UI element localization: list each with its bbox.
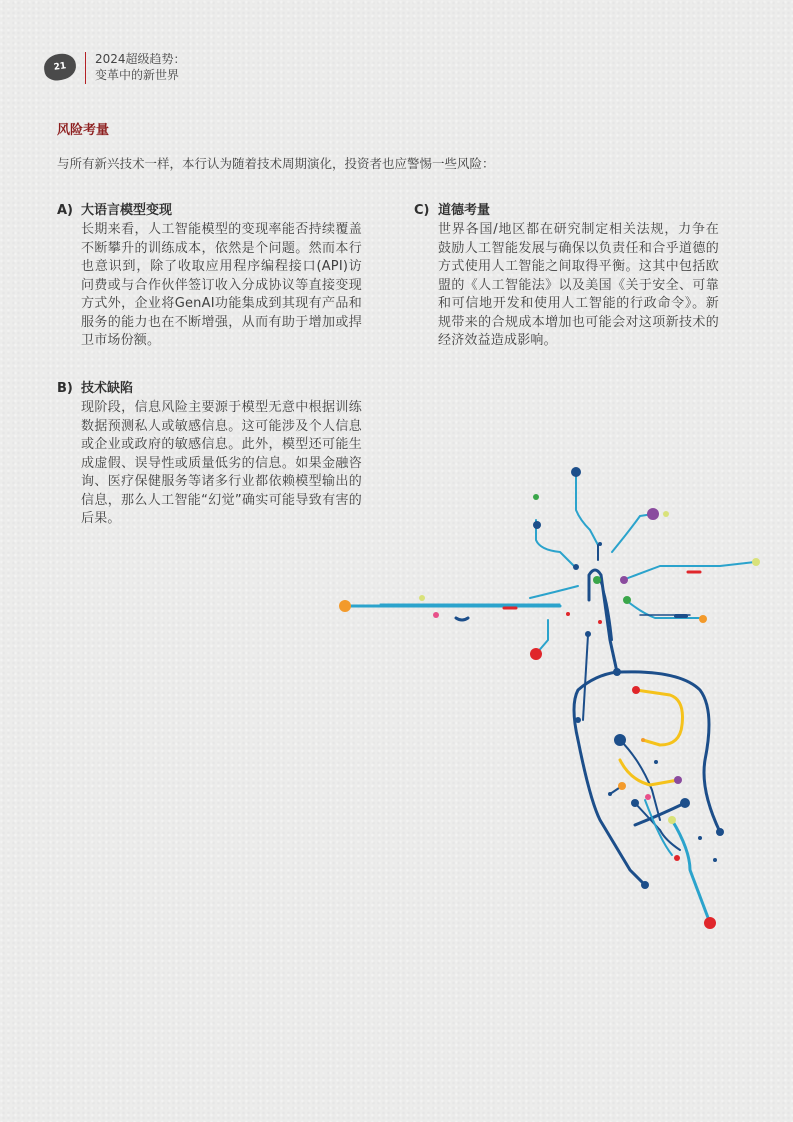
- risk-item-title: 道德考量: [438, 203, 491, 218]
- risk-item-heading: [414, 199, 719, 217]
- publication-title-line1: 2024超级趋势：: [95, 52, 186, 66]
- publication-title: [95, 51, 186, 83]
- page-number-badge: 21: [42, 52, 77, 82]
- header-divider: [85, 52, 86, 84]
- risk-item-title: 技术缺陷: [81, 381, 134, 396]
- risk-item-heading: [57, 377, 362, 395]
- risk-item-title: 大语言模型变现: [81, 203, 173, 218]
- risk-item-letter: C): [414, 203, 430, 218]
- risk-item-c: [414, 199, 719, 351]
- risk-item-body: 世界各国/地区都在研究制定相关法规，力争在鼓励人工智能发展与确保以负责任和合乎道德的方式使用人工智能之间取得平衡。这其中包括欧盟的《人工智能法》以及美国《关于安全、可靠和可信地开发和使用人工智能的行政命令》。新规带来的合规成本增加也可能会对这项新技术的经济效益造成影响。: [438, 222, 719, 348]
- risk-item-a: [57, 199, 362, 351]
- risk-item-heading: [57, 199, 362, 217]
- risk-item-letter: B): [57, 381, 73, 396]
- publication-title-line2: 变革中的新世界: [95, 68, 180, 82]
- risk-item-body: 现阶段，信息风险主要源于模型无意中根据训练数据预测私人或敏感信息。这可能涉及个人信息或企业或政府的敏感信息。此外，模型还可能生成虚假、误导性或质量低劣的信息。如果金融咨询、医疗保健服务等诸多行业都依赖模型输出的信息，那么人工智能“幻觉”确实可能导致有害的后果。: [81, 400, 362, 526]
- risk-item-letter: A): [57, 203, 74, 218]
- risk-item-b: [57, 377, 362, 529]
- section-intro: 与所有新兴技术一样，本行认为随着技术周期演化，投资者也应警惕一些风险：: [57, 156, 495, 171]
- section-title: 风险考量: [57, 123, 110, 138]
- circuit-hand-pointing-icon: [330, 455, 770, 935]
- risk-item-body: 长期来看，人工智能模型的变现率能否持续覆盖不断攀升的训练成本，依然是个问题。然而本行也意识到，除了收取应用程序编程接口(API)访问费或与合作伙伴签订收入分成协议等直接变现方式外，企业将GenAI功能集成到其现有产品和服务的能力也在不断增强，从而有助于增加或捍卫市场份额。: [81, 222, 362, 348]
